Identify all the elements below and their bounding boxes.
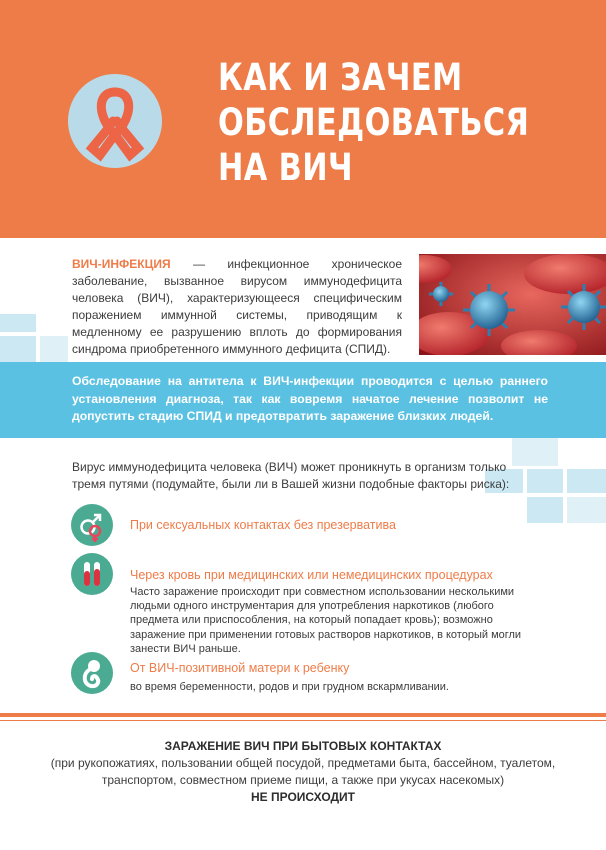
band-text: Обследование на антитела к ВИЧ-инфекции проводится с целью раннего установления диагноза, так как вовремя начатое лечение позволит не допустить стадию СПИД и предотвратить заражение близких людей. — [72, 374, 548, 423]
gender-symbols-icon — [71, 504, 113, 546]
red-ribbon-icon — [68, 74, 162, 168]
footer-note — [40, 738, 566, 806]
way-title-mother: От ВИЧ-позитивной матери к ребенку — [130, 661, 350, 675]
way-title-blood: Через кровь при медицинских или немедицинских процедурах — [130, 568, 493, 582]
footer-conclusion: НЕ ПРОИСХОДИТ — [250, 790, 355, 804]
virus-image — [419, 254, 606, 355]
fetus-icon — [71, 652, 113, 694]
divider-thin — [0, 720, 606, 721]
intro-paragraph — [72, 256, 402, 357]
intro-text: — инфекционное хроническое заболевание, вызванное вирусом иммунодефицита человека (ВИЧ), характеризующееся специфическим поражением иммунной системы, приводящим к медленному ее разрушению вплоть до формирования синдрома приобретенного иммунного дефицита (СПИД). — [72, 257, 402, 356]
page-title — [218, 55, 529, 190]
intro-term: ВИЧ-ИНФЕКЦИЯ — [72, 257, 171, 271]
decor-square — [0, 336, 36, 362]
blood-tubes-icon — [71, 553, 113, 595]
footer-text: (при рукопожатиях, пользовании общей посудой, предметами быта, бассейном, туалетом, транспортом, совместном приеме пищи, а также при укусах насекомых) — [50, 756, 556, 787]
decor-square — [567, 469, 606, 493]
decor-square — [567, 497, 606, 523]
title-line-2: ОБСЛЕДОВАТЬСЯ — [218, 101, 530, 144]
decor-square — [0, 314, 36, 332]
title-line-3: НА ВИЧ — [218, 146, 353, 189]
footer-heading: ЗАРАЖЕНИЕ ВИЧ ПРИ БЫТОВЫХ КОНТАКТАХ — [164, 739, 442, 753]
divider-thick — [0, 713, 606, 717]
way-desc-mother: во время беременности, родов и при грудном вскармливании. — [130, 681, 449, 693]
way-desc-blood: Часто заражение происходит при совместном использовании несколькими людьми одного инструментария для употребления наркотиков (любого предмета или приспособления, на который попадает кровь); возможно заражение при применении готовых растворов наркотиков, в который могли занести ВИЧ раньше. — [130, 586, 522, 655]
title-line-1: КАК И ЗАЧЕМ — [218, 56, 463, 99]
ways-intro: Вирус иммунодефицита человека (ВИЧ) может проникнуть в организм только тремя путями (подумайте, были ли в Вашей жизни подобные факторы риска): — [72, 460, 510, 491]
decor-square — [527, 497, 563, 523]
decor-square — [40, 336, 68, 362]
way-title-sexual: При сексуальных контактах без презерватива — [130, 518, 396, 532]
